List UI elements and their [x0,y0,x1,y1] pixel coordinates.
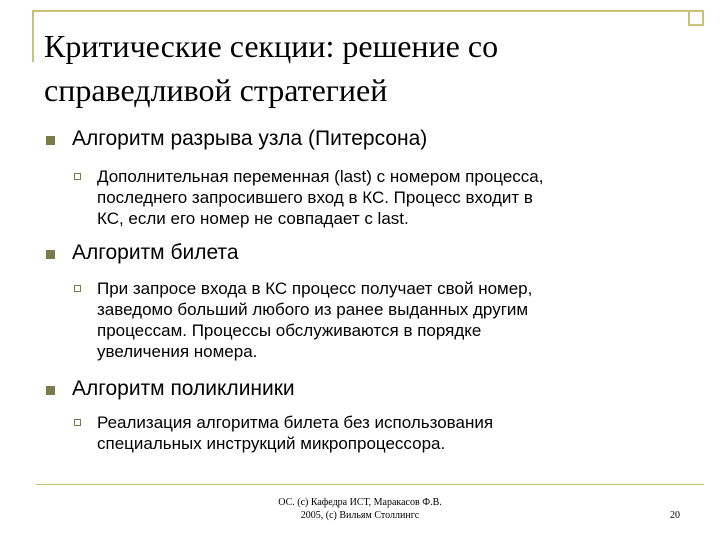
sub-item-line: специальных инструкций микропроцессора. [97,434,446,453]
list-item-label: Алгоритм билета [72,241,239,264]
corner-square-ornament [688,10,704,26]
sub-item-line: последнего запросившего вход в КС. Процесс входит в [97,188,533,207]
sub-item-text [97,166,697,229]
sub-item-line: увеличения номера. [97,342,258,361]
footer-credits [230,496,490,522]
title-line: справедливой стратегией [44,72,388,108]
sub-item-text [97,412,697,454]
sub-item-line: процессам. Процессы обслуживаются в порядке [97,321,482,340]
hollow-square-bullet-icon [74,285,81,292]
sub-item-line: КС, если его номер не совпадает с last. [97,209,409,228]
footer-line-text: ОС. (с) Кафедра ИСТ, Маракасов Ф.В. [278,497,442,508]
hollow-square-bullet-icon [74,419,81,426]
page-number: 20 [670,510,680,521]
square-bullet-icon [46,136,55,145]
list-item-label: Алгоритм поликлиники [72,377,295,400]
list-item-label: Алгоритм разрыва узла (Питерсона) [72,127,428,150]
sub-item-line: Реализация алгоритма билета без использования [97,413,494,432]
footer-divider [36,484,704,485]
slide-title [44,24,684,112]
frame-horizontal-line [32,10,704,12]
square-bullet-icon [46,250,55,259]
footer-line-text: 2005, (с) Вильям Столлингс [300,510,420,521]
sub-item-line: При запросе входа в КС процесс получает свой номер, [97,279,533,298]
square-bullet-icon [46,386,55,395]
frame-vertical-line [32,10,34,62]
hollow-square-bullet-icon [74,173,81,180]
title-line: Критические секции: решение со [44,28,499,64]
sub-item-line: заведомо больший любого из ранее выданных другим [97,300,529,319]
sub-item-line: Дополнительная переменная (last) с номером процесса, [97,167,544,186]
sub-item-text [97,278,697,362]
